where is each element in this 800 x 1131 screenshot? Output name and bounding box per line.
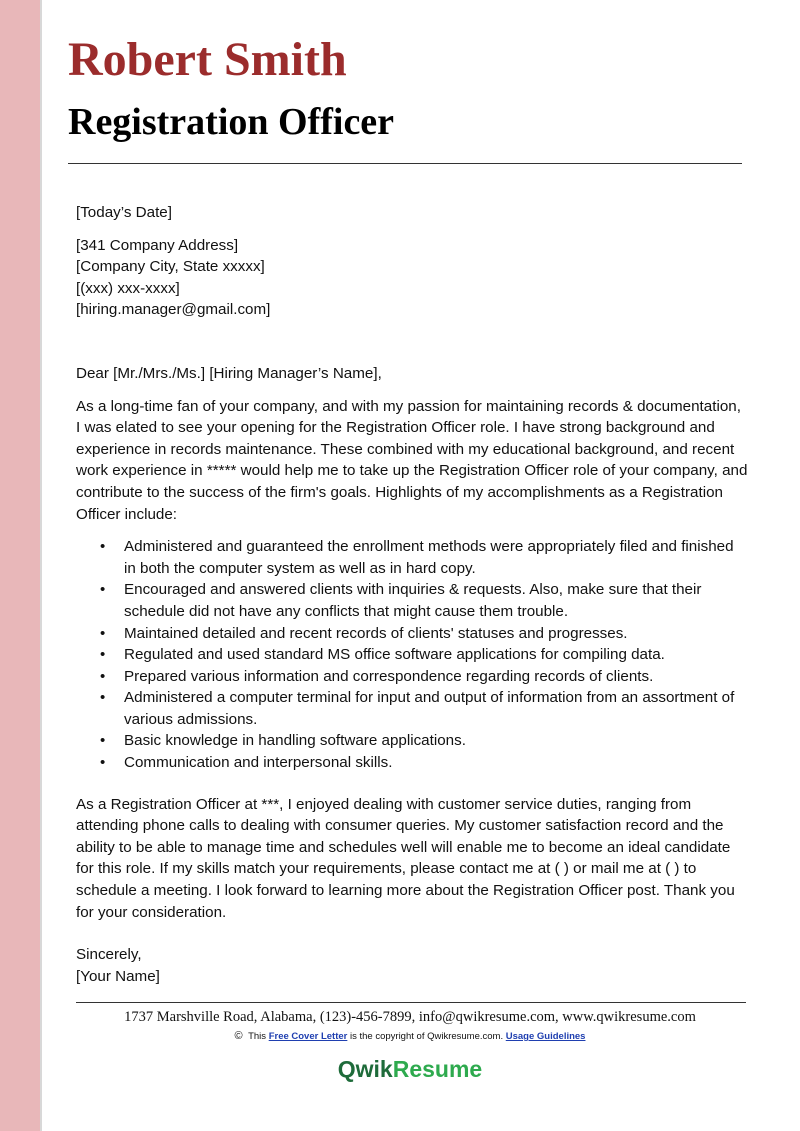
copyright-prefix: This [248,1031,267,1042]
side-accent-bar [0,0,40,1131]
logo-part-resume: Resume [392,1056,483,1082]
side-divider [40,0,42,1131]
copyright-notice [0,1028,800,1045]
list-item: • Basic knowledge in handling software applications. [76,730,748,752]
copyright-text: is the copyright of Qwikresume.com. [350,1031,504,1042]
list-item: • Administered a computer terminal for input and output of information from an assortment of various admissions. [100,689,735,728]
list-item: • Prepared various information and correspondence regarding records of clients. [76,666,748,688]
job-title: Registration Officer [68,101,395,143]
logo-part-qwik: Qwik [337,1056,393,1082]
footer-contact: 1737 Marshville Road, Alabama, (123)-456-7899, info@qwikresume.com, www.qwikresume.com [124,1009,696,1025]
list-item: • Regulated and used standard MS office software applications for compiling data. [76,644,748,666]
footer-divider [76,1002,746,1003]
letter-date: [Today’s Date] [76,204,172,221]
bullet-icon: • [100,667,106,685]
list-item: • Maintained detailed and recent records of clients' statuses and progresses. [76,623,748,645]
copyright-icon: © [234,1030,243,1042]
signoff: Sincerely, [76,946,142,964]
letter-body [76,202,748,987]
usage-guidelines-link[interactable]: Usage Guidelines [505,1031,586,1042]
intro-paragraph: As a long-time fan of your company, and with my passion for maintaining records & documentation, I was elated to see your opening for the Registration Officer role. I have strong background and experience in records maintenance. These combined with my educational background, and recent work experience in ***** would help me to take up the Registration Officer role of your company, and contribute to the success of the firm's goals. Highlights of my accomplishments as a Registration Officer include: [76,397,748,523]
list-item: • Encouraged and answered clients with inquiries & requests. Also, make sure that their schedule did not have any conflicts that might cause them trouble. [100,581,702,620]
address-line: [hiring.manager@gmail.com] [76,301,271,319]
salutation: Dear [Mr./Mrs./Ms.] [Hiring Manager’s Name], [76,364,382,382]
address-line: [Company City, State xxxxx] [76,258,265,276]
header-divider [68,163,742,164]
bullet-icon: • [100,689,106,707]
bullet-icon: • [100,754,106,772]
bullet-icon: • [100,646,106,664]
free-cover-letter-link[interactable]: Free Cover Letter [268,1031,348,1042]
address-line: [341 Company Address] [76,236,239,254]
closing-paragraph: As a Registration Officer at ***, I enjoyed dealing with customer service duties, ranging from attending phone calls to dealing with consumer queries. My customer satisfaction record and the ability to be able to manage time and schedules well will enable me to become an ideal candidate for this role. If my skills match your requirements, please contact me at ( ) or mail me at ( ) to schedule a meeting. I look forward to learning more about the Registration Officer post. Thank you for your consideration. [76,795,735,921]
recipient-address [76,235,748,321]
qwikresume-logo[interactable] [0,1052,800,1086]
address-line: [(xxx) xxx-xxxx] [76,279,180,297]
bullet-icon: • [100,538,106,556]
bullet-icon: • [100,732,106,750]
list-item: • Administered and guaranteed the enrollment methods were appropriately filed and finished in both the computer system as well as in hard copy. [100,538,734,577]
bullet-icon: • [100,624,106,642]
bullet-icon: • [100,581,106,599]
list-item: • Communication and interpersonal skills. [76,752,748,774]
signature: [Your Name] [76,967,160,985]
accomplishments-list [76,536,748,774]
applicant-name: Robert Smith [68,33,347,86]
